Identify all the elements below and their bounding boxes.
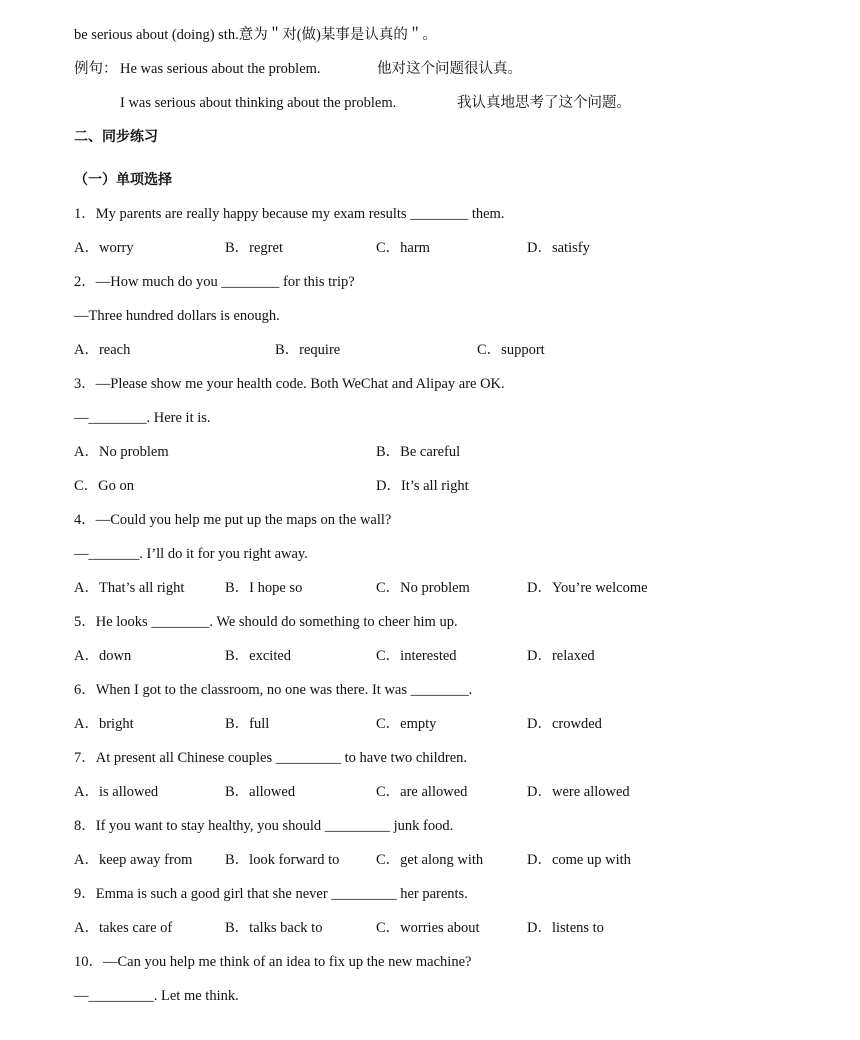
example-1-english: He was serious about the problem. <box>120 61 321 77</box>
example-2-chinese: 我认真地思考了这个问题。 <box>457 95 631 111</box>
question-stem: 2．—How much do you ________ for this trip? <box>74 274 355 290</box>
example-2-english: I was serious about thinking about the problem. <box>120 95 397 111</box>
question-stem: 1．My parents are really happy because my exam results ________ them. <box>74 206 505 222</box>
option-d: D．It’s all right <box>376 478 469 494</box>
option-a: A．is allowed <box>74 784 159 800</box>
option-d: D．You’re welcome <box>527 580 648 596</box>
option-b: B．full <box>225 716 270 732</box>
option-b: B．excited <box>225 648 292 664</box>
option-b: B．allowed <box>225 784 296 800</box>
option-c: C．get along with <box>376 852 484 868</box>
option-a: A．No problem <box>74 444 169 460</box>
option-b: B．talks back to <box>225 920 323 936</box>
question-stem: 3．—Please show me your health code. Both WeChat and Alipay are OK. <box>74 376 505 392</box>
question-response: —_________. Let me think. <box>74 988 239 1004</box>
option-c: C．empty <box>376 716 437 732</box>
option-a: A．keep away from <box>74 852 193 868</box>
option-d: D．satisfy <box>527 240 590 256</box>
option-d: D．relaxed <box>527 648 595 664</box>
section-subtitle: （一）单项选择 <box>74 172 172 188</box>
option-c: C．support <box>477 342 545 358</box>
option-a: A．worry <box>74 240 134 256</box>
option-c: C．Go on <box>74 478 135 494</box>
option-a: A．bright <box>74 716 134 732</box>
question-response: —_______. I’ll do it for you right away. <box>74 546 308 562</box>
option-c: C．harm <box>376 240 430 256</box>
option-b: B．I hope so <box>225 580 303 596</box>
option-a: A．That’s all right <box>74 580 185 596</box>
option-a: A．takes care of <box>74 920 173 936</box>
option-b: B．require <box>275 342 341 358</box>
option-d: D．come up with <box>527 852 631 868</box>
option-d: D．crowded <box>527 716 602 732</box>
question-stem: 8．If you want to stay healthy, you should _________ junk food. <box>74 818 454 834</box>
question-stem: 5．He looks ________. We should do something to cheer him up. <box>74 614 458 630</box>
example-1-chinese: 他对这个问题很认真。 <box>377 61 522 77</box>
option-c: C．are allowed <box>376 784 468 800</box>
section-title: 二、同步练习 <box>74 129 158 145</box>
intro-line: be serious about (doing) sth.意为＂对(做)某事是认真的＂。 <box>74 27 437 43</box>
option-b: B．look forward to <box>225 852 340 868</box>
option-b: B．Be careful <box>376 444 461 460</box>
question-stem: 7．At present all Chinese couples _________ to have two children. <box>74 750 468 766</box>
question-stem: 6．When I got to the classroom, no one was there. It was ________. <box>74 682 473 698</box>
option-c: C．No problem <box>376 580 470 596</box>
example-label: 例句： <box>74 61 118 77</box>
option-d: D．were allowed <box>527 784 630 800</box>
option-b: B．regret <box>225 240 283 256</box>
question-response: —________. Here it is. <box>74 410 211 426</box>
question-response: —Three hundred dollars is enough. <box>74 308 280 324</box>
option-d: D．listens to <box>527 920 604 936</box>
option-c: C．interested <box>376 648 457 664</box>
question-stem: 4．—Could you help me put up the maps on the wall? <box>74 512 392 528</box>
option-a: A．down <box>74 648 132 664</box>
question-stem: 10．—Can you help me think of an idea to fix up the new machine? <box>74 954 472 970</box>
question-stem: 9．Emma is such a good girl that she never _________ her parents. <box>74 886 468 902</box>
option-c: C．worries about <box>376 920 480 936</box>
option-a: A．reach <box>74 342 131 358</box>
